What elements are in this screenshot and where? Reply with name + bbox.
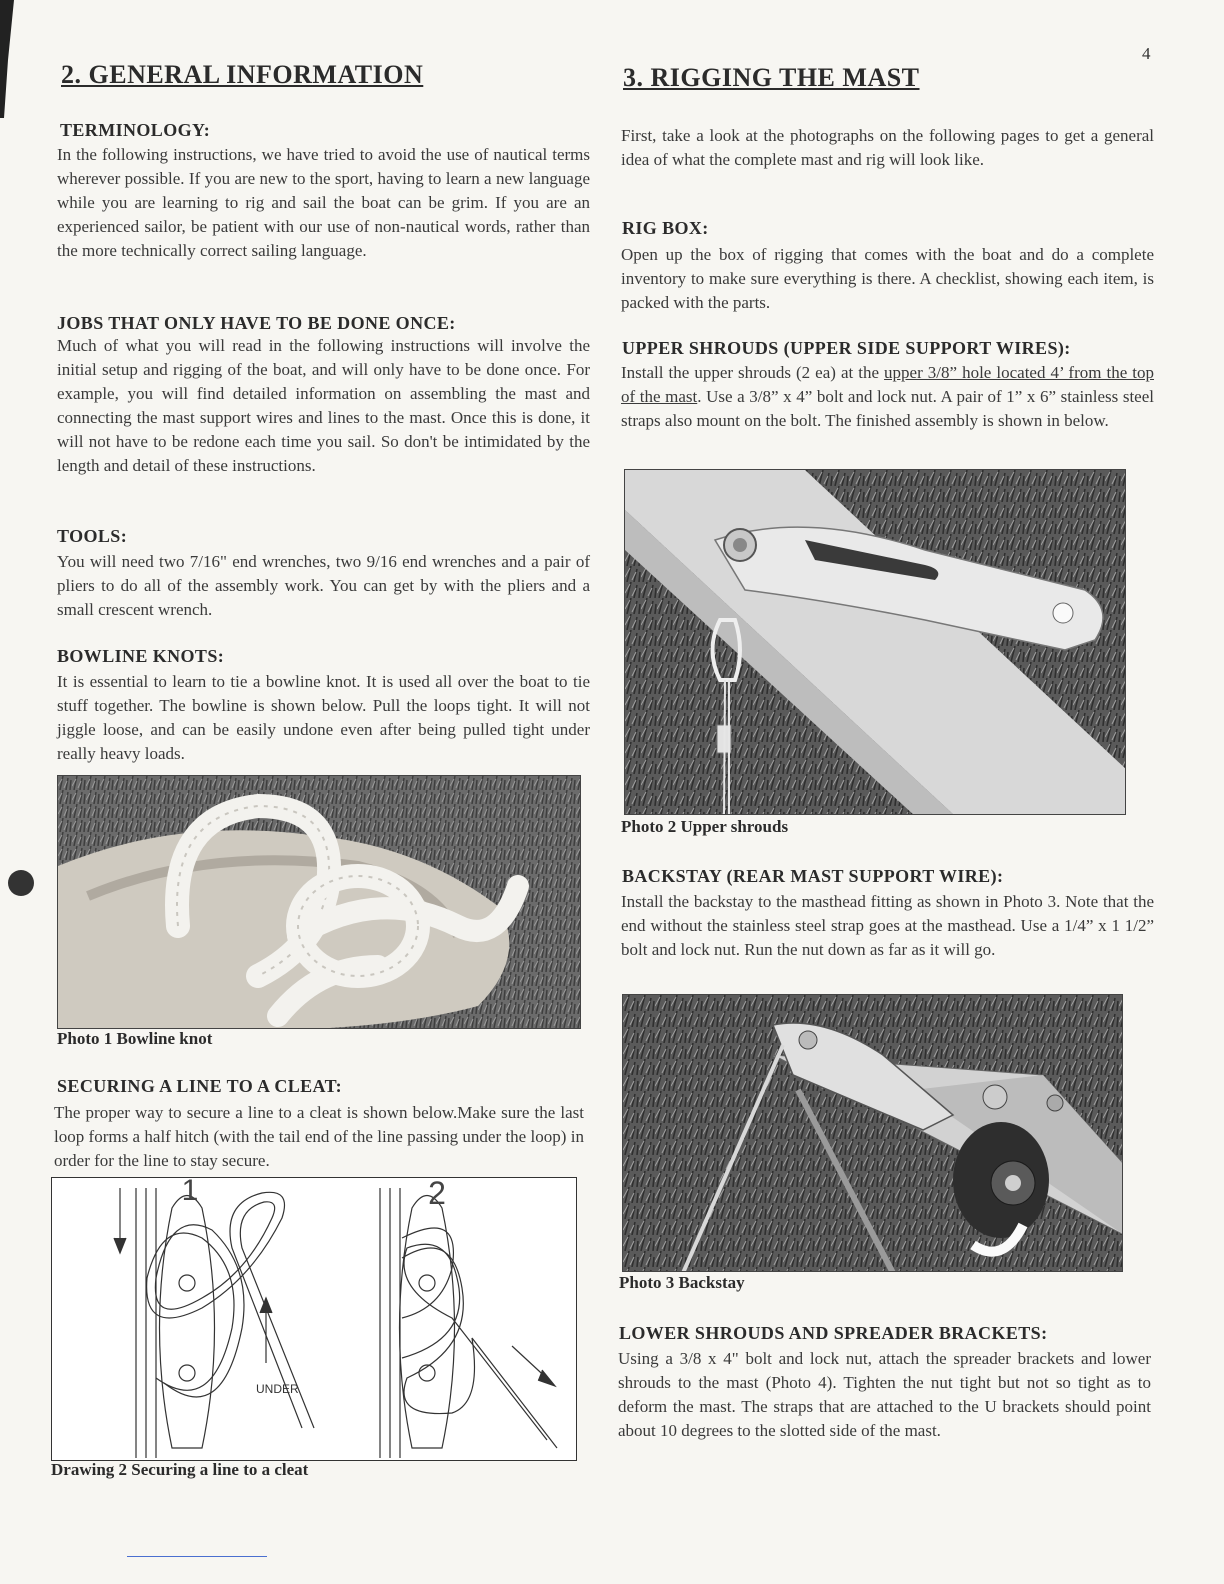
upper-shrouds-body: Install the upper shrouds (2 ea) at the upper 3/8” hole located 4’ from the top of the mast. Use a 3/8” x 4” bolt and lock nut. A pair of 1” x 6” stainless steel straps also mount on the bolt. The finished assembly is shown in below. <box>621 363 1155 430</box>
drawing2-caption: Drawing 2 Securing a line to a cleat <box>51 1460 309 1479</box>
cleat-body: The proper way to secure a line to a cleat is shown below.Make sure the last loop forms a half hitch (with the tail end of the line passing under the loop) in order for the line to stay secure. <box>54 1103 584 1170</box>
terminology-title: TERMINOLOGY: <box>60 120 211 140</box>
terminology-body: In the following instructions, we have tried to avoid the use of nautical terms wherever possible. If you are new to the sport, having to learn a new language while you are learning to rig and sail the boat can be grim. If you are an experienced sailor, be patient with our use of non-nautical words, rather than the more technically correct sailing language. <box>57 145 590 260</box>
page-number: 4 <box>1142 44 1151 63</box>
photo3-caption: Photo 3 Backstay <box>619 1273 745 1292</box>
lower-shrouds-body: Using a 3/8 x 4" bolt and lock nut, attach the spreader brackets and lower shrouds to the mast (Photo 4). Tighten the nut tight but not so tight as to deform the mast. The straps that are attached to the U brackets should point about 10 degrees to the slotted side of the mast. <box>618 1349 1151 1440</box>
bowline-body: It is essential to learn to tie a bowline knot. It is used all over the boat to tie stuff together. The bowline is shown below. Pull the loops tight. It will not jiggle loose, and can be easily undone even after being pulled tight under really heavy loads. <box>57 672 590 763</box>
section-heading-rigging: 3. RIGGING THE MAST <box>623 63 920 92</box>
photo2-caption: Photo 2 Upper shrouds <box>621 817 789 836</box>
drawing-label-2: 2 <box>428 1178 446 1211</box>
lower-shrouds-title: LOWER SHROUDS AND SPREADER BRACKETS: <box>619 1323 1048 1343</box>
cleat-title: SECURING A LINE TO A CLEAT: <box>57 1076 343 1096</box>
upper-hole-note: upper 3/8” hole located 4’ from the top of the mast <box>621 363 1155 406</box>
scan-line <box>127 1556 267 1557</box>
drawing-under-label: UNDER <box>256 1382 299 1396</box>
drawing-cleat <box>51 1177 577 1461</box>
bowline-title: BOWLINE KNOTS: <box>57 646 225 666</box>
photo-backstay <box>622 994 1123 1272</box>
section-heading-general: 2. GENERAL INFORMATION <box>61 60 424 89</box>
punch-hole <box>8 870 34 896</box>
backstay-title: BACKSTAY (REAR MAST SUPPORT WIRE): <box>622 866 1004 886</box>
rigbox-body: Open up the box of rigging that comes with the boat and do a complete inventory to make sure everything is there. A checklist, showing each item, is packed with the parts. <box>621 245 1154 312</box>
jobs-title: JOBS THAT ONLY HAVE TO BE DONE ONCE: <box>57 313 456 333</box>
upper-shrouds-title: UPPER SHROUDS (UPPER SIDE SUPPORT WIRES): <box>622 338 1071 358</box>
photo-upper-shrouds <box>624 469 1126 815</box>
backstay-body: Install the backstay to the masthead fitting as shown in Photo 3. Note that the end without the stainless steel strap goes at the masthead. Use a 1/4” x 1 1/2” bolt and lock nut. Run the nut down as far as it will go. <box>621 892 1154 959</box>
jobs-body: Much of what you will read in the following instructions will involve the initial setup and rigging of the boat, and will only have to be done once. For example, you will find detailed information on assembling the mast and connecting the mast support wires and lines to the mast. Once this is done, it will not have to be redone each time you sail. So don't be intimidated by the length and detail of these instructions. <box>57 336 590 475</box>
photo-bowline-knot <box>57 775 581 1029</box>
tools-title: TOOLS: <box>57 526 128 546</box>
drawing-label-1: 1 <box>181 1178 199 1207</box>
scan-edge-mark <box>0 0 16 120</box>
tools-body: You will need two 7/16" end wrenches, two 9/16 end wrenches and a pair of pliers to do all of the assembly work. You can get by with the pliers and a small crescent wrench. <box>57 552 590 619</box>
intro-body: First, take a look at the photographs on the following pages to get a general idea of what the complete mast and rig will look like. <box>621 126 1154 169</box>
photo1-caption: Photo 1 Bowline knot <box>57 1029 213 1048</box>
rigbox-title: RIG BOX: <box>622 218 709 238</box>
